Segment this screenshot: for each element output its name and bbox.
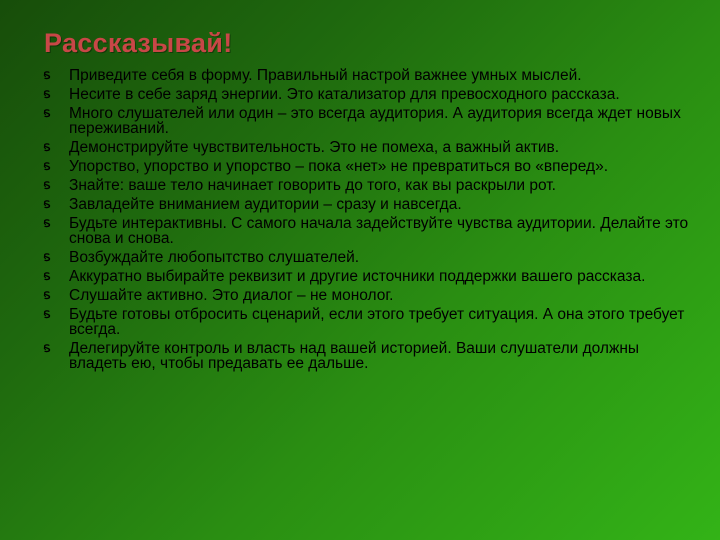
bullet-item	[42, 68, 692, 83]
bullet-item	[42, 250, 692, 265]
bullet-item	[42, 341, 692, 371]
section-sign-icon	[42, 253, 51, 262]
bullet-text: Знайте: ваше тело начинает говорить до того, как вы раскрыли рот.	[69, 177, 556, 194]
bullet-item	[42, 307, 692, 337]
bullet-item	[42, 106, 692, 136]
section-sign-icon	[42, 90, 51, 99]
bullet-item	[42, 178, 692, 193]
bullet-item	[42, 87, 692, 102]
bullet-text: Приведите себя в форму. Правильный настрой важнее умных мыслей.	[69, 67, 582, 84]
section-sign-icon	[42, 162, 51, 171]
bullet-list	[42, 68, 692, 375]
bullet-text: Слушайте активно. Это диалог – не монолог.	[69, 287, 394, 304]
section-sign-icon	[42, 181, 51, 190]
section-sign-icon	[42, 344, 51, 353]
bullet-item	[42, 288, 692, 303]
section-sign-icon	[42, 291, 51, 300]
section-sign-icon	[42, 219, 51, 228]
bullet-text: Демонстрируйте чувствительность. Это не помеха, а важный актив.	[69, 139, 560, 156]
bullet-text: Упорство, упорство и упорство – пока «нет» не превратиться во «вперед».	[69, 158, 608, 175]
bullet-item	[42, 197, 692, 212]
slide-title: Рассказывай!	[44, 28, 233, 58]
bullet-item	[42, 216, 692, 246]
bullet-text: Возбуждайте любопытство слушателей.	[69, 249, 360, 266]
section-sign-icon	[42, 71, 51, 80]
bullet-text: Завладейте вниманием аудитории – сразу и навсегда.	[69, 196, 462, 213]
bullet-text: Будьте интерактивны. С самого начала задействуйте чувства аудитории. Делайте это снова и снова.	[69, 215, 689, 247]
bullet-text: Много слушателей или один – это всегда аудитория. А аудитория всегда ждет новых переживаний.	[69, 105, 681, 137]
section-sign-icon	[42, 310, 51, 319]
bullet-text: Будьте готовы отбросить сценарий, если этого требует ситуация. А она этого требует всегда.	[69, 306, 685, 338]
bullet-text: Делегируйте контроль и власть над вашей историей. Ваши слушатели должны владеть ею, чтобы предавать ее дальше.	[69, 340, 640, 372]
bullet-text: Аккуратно выбирайте реквизит и другие источники поддержки вашего рассказа.	[69, 268, 646, 285]
bullet-item	[42, 269, 692, 284]
bullet-item	[42, 140, 692, 155]
bullet-text: Несите в себе заряд энергии. Это катализатор для превосходного рассказа.	[69, 86, 620, 103]
section-sign-icon	[42, 200, 51, 209]
section-sign-icon	[42, 109, 51, 118]
bullet-item	[42, 159, 692, 174]
section-sign-icon	[42, 272, 51, 281]
section-sign-icon	[42, 143, 51, 152]
